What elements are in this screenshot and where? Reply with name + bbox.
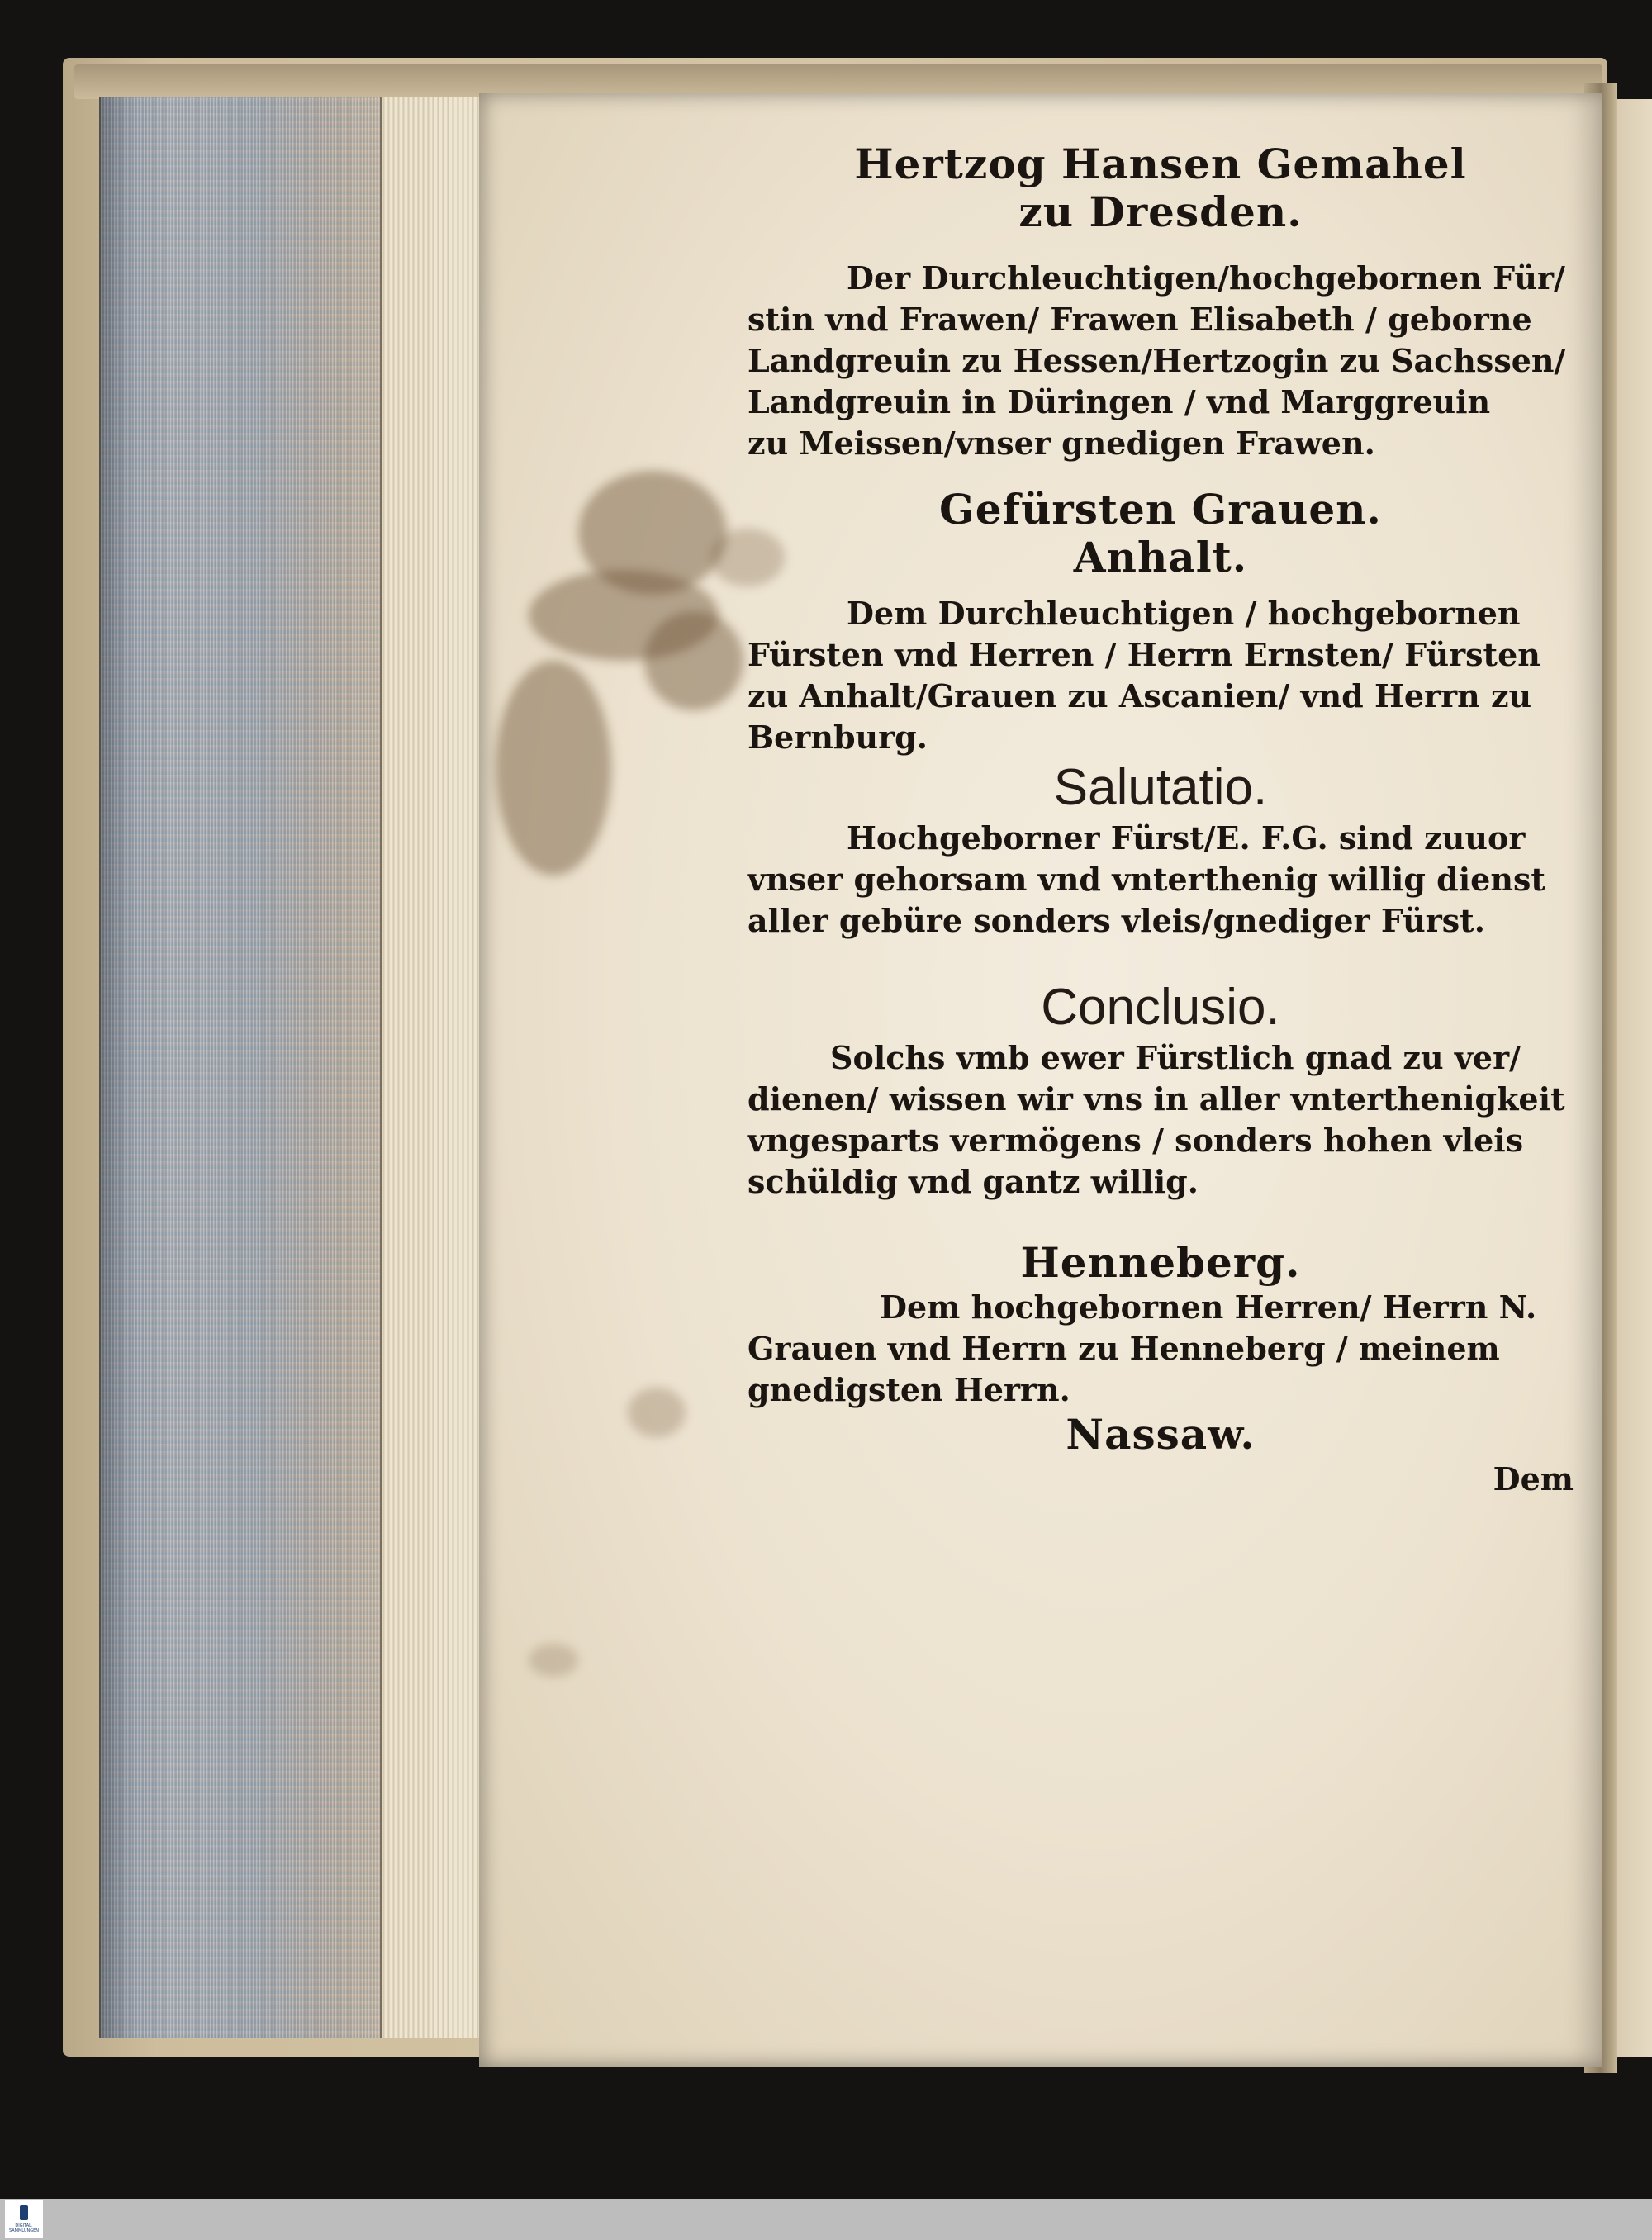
running-head: Hertzog Hansen Gemahel (854, 140, 1467, 188)
viewer-bottom-bar (0, 2199, 1652, 2240)
water-stain (628, 1388, 686, 1437)
water-stain (496, 661, 611, 876)
text-line: vngesparts vermögens / sonders hohen vleis (748, 1122, 1524, 1159)
salutatio-heading: Salutatio. (1053, 759, 1268, 816)
text-line: Der Durchleuchtigen/hochgebornen Für/ (847, 259, 1565, 297)
section-title: Gefürsten Grauen. (939, 485, 1382, 534)
address-anhalt (748, 593, 1574, 758)
library-logo-icon (20, 2205, 28, 2220)
conclusio-heading: Conclusio. (1041, 979, 1280, 1036)
text-line: Bernburg. (748, 719, 928, 756)
catchword: Dem (1493, 1460, 1574, 1497)
text-line: dienen/ wissen wir vns in aller vntertheni̇gkeit (748, 1080, 1565, 1118)
speckled-page-edges (99, 97, 382, 2038)
text-line: stin vnd Frawen/ Frawen Elisabeth / geborne (748, 301, 1532, 338)
text-line: Solchs vmb ewer Fürstlich gnad zu ver/ (830, 1039, 1521, 1076)
text-line: Dem Durchleuchtigen / hochgebornen (847, 595, 1521, 632)
text-line: Landgreuin in Düringen / vnd Marggreuin (748, 383, 1491, 420)
henneberg-heading: Henneberg. (1020, 1238, 1301, 1287)
facing-page (1617, 99, 1652, 2057)
salutatio-text (748, 818, 1574, 942)
text-line: zu Anhalt/Grauen zu Ascanien/ vnd Herrn zu (748, 677, 1532, 714)
text-line: Hochgeborner Fürst/E. F.G. sind zuuor (847, 819, 1526, 857)
text-line: Landgreuin zu Hessen/Hertzogin zu Sachssen/ (748, 342, 1566, 379)
page-stack (380, 97, 479, 2038)
water-stain (644, 611, 743, 710)
text-line: vnser gehorsam vnd vnterthenig willig dienst (748, 861, 1545, 898)
text-line: aller gebüre sonders vleis/gnediger Fürst. (748, 902, 1485, 939)
nassaw-heading: Nassaw. (1066, 1410, 1256, 1459)
text-line: Dem hochgebornen Herren/ Herrn N. (880, 1288, 1537, 1326)
text-line: Grauen vnd Herrn zu Henneberg / meinem (748, 1330, 1500, 1367)
library-logo[interactable] (5, 2200, 43, 2238)
water-stain (529, 1644, 578, 1677)
text-line: gnedigsten Herrn. (748, 1371, 1070, 1408)
page-edge-shadow (99, 97, 132, 2038)
text-line: schüldig vnd gantz willig. (748, 1163, 1199, 1200)
address-henneberg (748, 1287, 1574, 1411)
address-elisabeth (748, 258, 1574, 464)
page-stack-line (380, 97, 382, 2038)
conclusio-text (748, 1037, 1574, 1203)
section-title-anhalt: Anhalt. (1073, 533, 1248, 581)
page-text (748, 140, 1574, 1500)
library-logo-label: DIGITAL. SAMMLUNGEN (8, 2223, 40, 2233)
running-head-line-2: zu Dresden. (1018, 187, 1303, 236)
text-line: Fürsten vnd Herren / Herrn Ernsten/ Fürsten (748, 636, 1540, 673)
text-line: zu Meissen/vnser gnedigen Frawen. (748, 425, 1375, 462)
